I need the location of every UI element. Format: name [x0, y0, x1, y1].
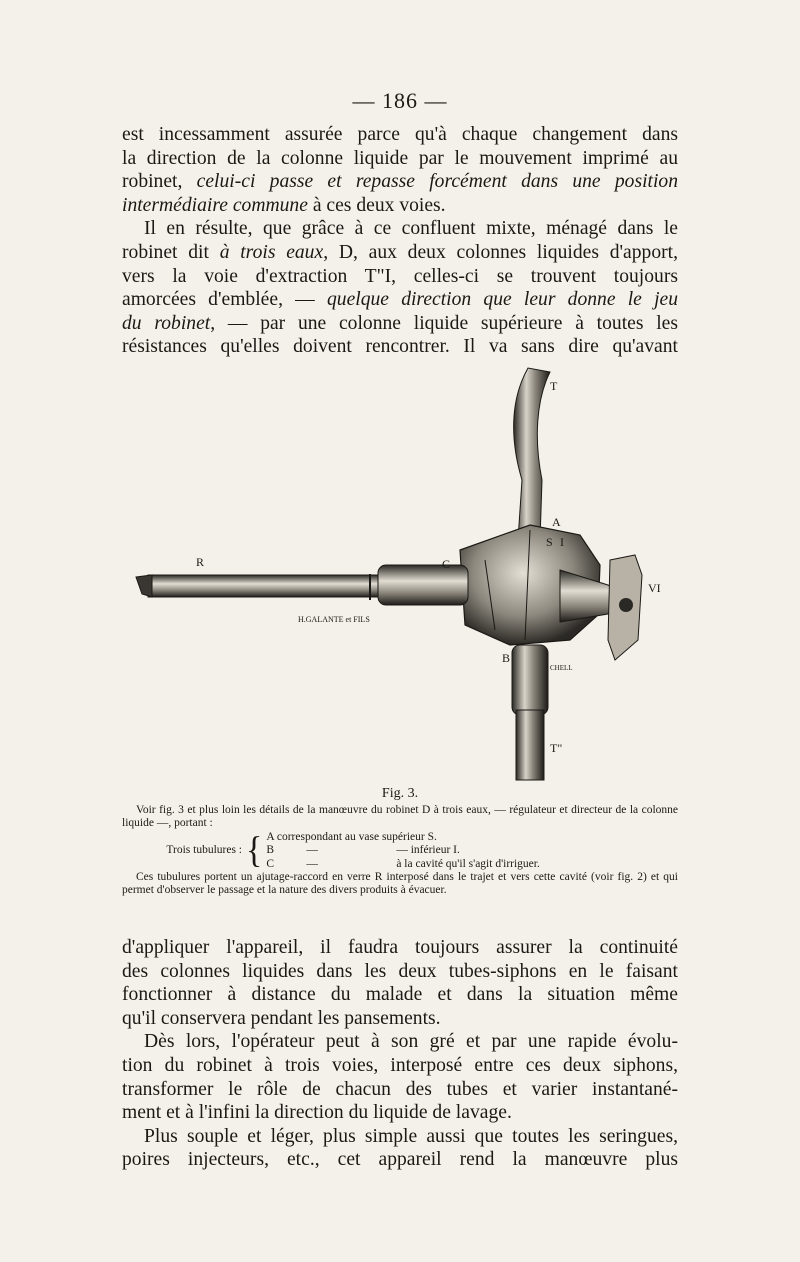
page-number: — 186 —: [352, 88, 448, 113]
text-line: vers la voie d'extraction T"I, celles-ci se trouvent toujours: [122, 265, 678, 287]
text-line: [122, 170, 678, 194]
text-line: résistances qu'elles doivent rencontrer. Il va sans dire qu'avant: [122, 336, 678, 358]
figure-caption: Fig. 3.: [381, 786, 419, 801]
tube-t-lower: [516, 710, 544, 780]
legend-outro: Ces tubulures portent un ajutage-raccord en verre R interposé dans le trajet et vers cette cavité (voir fig. 2) et qui permet d'observer le passage et la nature des divers produits à évacuer.: [122, 871, 678, 897]
robinet-illustration: [130, 360, 690, 785]
body-text-bottom: [122, 936, 678, 1172]
label-c: C: [442, 557, 451, 571]
text-fragment: robinet,: [122, 171, 197, 193]
tubulures-rows: [266, 831, 540, 871]
label-r: R: [196, 555, 205, 569]
label-s: S: [546, 535, 553, 549]
text-fragment: amorcées d'emblée, —: [122, 289, 327, 311]
text-line: fonctionner à distance du malade et dans la situation même: [122, 984, 678, 1006]
tubulure-row: A correspondant au vase supérieur S.: [266, 830, 437, 843]
text-fragment: à ces deux voies.: [307, 194, 446, 216]
label-t: T: [550, 379, 558, 393]
text-line: transformer le rôle de chacun des tubes et varier instantané-: [122, 1078, 678, 1100]
label-a: A: [552, 515, 561, 529]
engraver-mark: CHELL: [550, 664, 573, 672]
maker-mark: H.GALANTE et FILS: [298, 615, 370, 624]
text-line: d'appliquer l'appareil, il faudra toujours assurer la continuité: [122, 937, 678, 958]
tubulures-list: [122, 831, 678, 871]
text-line: la direction de la colonne liquide par le mouvement imprimé au: [122, 147, 678, 169]
text-line: [122, 288, 678, 312]
body-text-top: [122, 123, 678, 359]
tube-t-upper: [514, 368, 550, 540]
text-line: qu'il conservera pendant les pansements.: [122, 1007, 441, 1029]
text-line: tion du robinet à trois voies, interposé entre ces deux siphons,: [122, 1054, 678, 1076]
text-line: poires injecteurs, etc., cet appareil rend la manœuvre plus: [122, 1149, 678, 1171]
text-line: Il en résulte, que grâce à ce confluent mixte, ménagé dans le: [144, 218, 678, 240]
label-i: I: [560, 535, 564, 549]
figure-robinet: [130, 360, 690, 785]
text-line: [122, 241, 678, 265]
italic-fragment: celui-ci passe et repasse forcément dans une position: [196, 171, 679, 193]
tube-c-fitting: [378, 565, 468, 605]
italic-fragment: intermédiaire commune: [122, 194, 308, 216]
text-line: ment et à l'infini la direction du liquide de lavage.: [122, 1102, 512, 1124]
text-line: Dès lors, l'opérateur peut à son gré et par une rapide évolu-: [144, 1031, 678, 1053]
figure-legend: [122, 804, 678, 898]
label-vi: VI: [648, 581, 661, 595]
text-fragment: , D, aux deux colonnes liquides d'apport,: [323, 241, 678, 263]
label-t2: T": [550, 741, 563, 755]
text-line: Plus souple et léger, plus simple aussi que toutes les seringues,: [144, 1125, 678, 1147]
italic-fragment: quelque direction que leur donne le jeu: [326, 289, 679, 311]
tube-r-glass: [148, 575, 378, 597]
brace-glyph: {: [246, 830, 263, 871]
tubulures-label: Trois tubulures :: [166, 844, 242, 857]
text-line: est incessamment assurée parce qu'à chaque changement dans: [122, 124, 678, 145]
italic-fragment: du robinet: [122, 312, 211, 334]
tubulure-row: B — — inférieur I.: [266, 844, 460, 857]
text-line: [122, 312, 678, 336]
text-fragment: robinet dit: [122, 241, 220, 263]
tubulure-row: C — à la cavité qu'il s'agit d'irriguer.: [266, 857, 540, 870]
text-fragment: , — par une colonne liquide supérieure à toutes les: [210, 312, 678, 334]
text-line: des colonnes liquides dans les deux tubes-siphons en le faisant: [122, 960, 678, 982]
legend-intro: Voir fig. 3 et plus loin les détails de la manœuvre du robinet D à trois eaux, — régulateur et directeur de la colonne liquide —, portant :: [122, 804, 678, 830]
tube-b-fitting: [512, 645, 548, 715]
text-line: [122, 194, 678, 218]
label-b: B: [502, 651, 511, 665]
italic-fragment: à trois eaux: [219, 241, 324, 263]
